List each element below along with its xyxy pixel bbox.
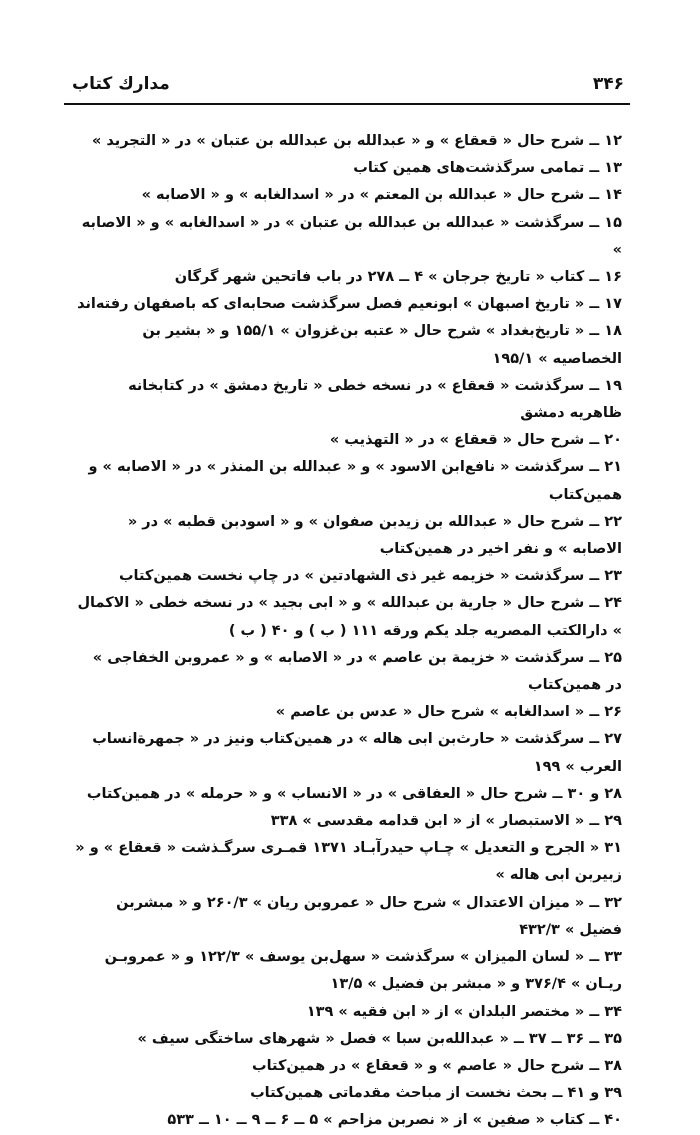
reference-item: ۳۴ ــ « مختصر البلدان » از « ابن فقیه » ۱۳۹ xyxy=(306,1003,622,1020)
reference-item: ۲۸ و ۳۰ ــ شرح حال « العفاقی » در « الانساب » و « حرمله » در همین‌کتاب xyxy=(86,785,622,802)
reference-item: ۲۶ ــ « اسدالغابه » شرح حال « عدس بن عاصم » xyxy=(275,704,622,721)
header-rule xyxy=(64,103,630,105)
reference-item: ۱۹ ــ سرگذشت « قعقاع » در نسخه خطی « تاریخ دمشق » در کتابخانه ظاهریه دمشق xyxy=(128,377,622,422)
reference-item: ۱۸ ــ « تاریخ‌بغداد » شرح حال « عتبه بن‌غزوان » ۱۵۵/۱ و « بشیر بن الخصاصیه » ۱۹۵/۱ xyxy=(142,323,622,367)
running-title: مدارك كتاب xyxy=(72,74,170,94)
reference-item: ۳۵ ــ ۳۶ ــ ۳۷ ــ « عبدالله‌بن سبا » فصل « شهرهای ساختگی سیف » xyxy=(137,1030,622,1047)
reference-item: ۲۹ ــ « الاستبصار » از « ابن قدامه مقدسی » ۳۳۸ xyxy=(270,813,622,830)
page-header xyxy=(64,70,630,100)
reference-item: ۲۲ ــ شرح حال « عبدالله بن زیدبن صفوان » و « اسودبن قطبه » در « الاصابه » و نفر اخیر در همین‌کتاب xyxy=(127,513,622,558)
reference-item: ۲۱ ــ سرگذشت « نافع‌ابن الاسود » و « عبدالله بن المنذر » در « الاصابه » و همین‌کتاب xyxy=(88,459,622,503)
reference-item: ۱۵ ــ سرگذشت « عبدالله بن عبدالله بن عتبان » در « اسدالغابه » و « الاصابه » xyxy=(81,214,622,258)
reference-item: ۱۴ ــ شرح حال « عبدالله بن المعتم » در « اسدالغابه » و « الاصابه » xyxy=(141,187,622,204)
reference-item: ۱۳ ــ تمامی سرگذشت‌های همین کتاب xyxy=(353,160,622,177)
reference-item: ۱۷ ــ « تاریخ اصبهان » ابونعیم فصل سرگذشت صحابه‌ای که باصفهان رفته‌اند xyxy=(77,296,622,313)
reference-item: ۱۶ ــ کتاب « تاریخ جرجان » ۴ ــ ۲۷۸ در باب فاتحین شهر گرگان xyxy=(174,269,622,286)
reference-item: ۳۸ ــ شرح حال « عاصم » و « قعقاع » در همین‌کتاب xyxy=(252,1057,622,1074)
reference-item: ۲۰ ــ شرح حال « قعقاع » در « التهذیب » xyxy=(329,432,622,449)
reference-item: ۳۱ « الجرح و التعدیل » چـاپ حیدرآبـاد ۱۳۷۱ قمـری سرگـذشت « قعقاع » و « زبیربن ابی هاله » xyxy=(75,840,622,884)
references-list xyxy=(75,128,622,1135)
reference-item: ۲۵ ــ سرگذشت « خزیمة بن عاصم » در « الاصابه » و « عمروبن الخفاجی » در همین‌کتاب xyxy=(92,649,622,694)
reference-item: ۳۹ و ۴۱ ــ بحث نخست از مباحث مقدماتی همین‌کتاب xyxy=(250,1085,622,1102)
reference-item: ۴۰ ــ کتاب « صفین » از « نصربن مزاحم » ۵ ــ ۶ ــ ۹ ــ ۱۰ ــ ۵۳۳ xyxy=(167,1112,622,1129)
reference-item: ۳۲ ــ « میزان الاعتدال » شرح حال « عمروبن ریان » ۲۶۰/۳ و « مبشربن فضیل » ۴۳۲/۳ xyxy=(116,894,622,938)
reference-item: ۲۴ ــ شرح حال « جاریة بن عبدالله » و « ابی بجید » در نسخه خطی « الاکمال » دارالکتب المصریه جلد یکم ورقه ۱۱۱ ( ب ) و ۴۰ ( ب ) xyxy=(77,595,622,639)
reference-item: ۲۳ ــ سرگذشت « خزیمه غیر ذی الشهادتین » در چاپ نخست همین‌کتاب xyxy=(118,568,622,585)
reference-item: ۲۷ ــ سرگذشت « حارث‌بن ابی هاله » در همین‌کتاب ونیز در « جمهرة‌انساب العرب » ۱۹۹ xyxy=(92,731,622,775)
reference-item: ۱۲ ــ شرح حال « قعقاع » و « عبدالله بن عبدالله بن عتبان » در « التجريد » xyxy=(92,133,622,149)
reference-item: ۳۳ ــ « لسان المیزان » سرگذشت « سهل‌بن یوسف » ۱۲۲/۳ و « عمروبـن ریـان » ۳۷۶/۴ و « مبشر بن فضیل » ۱۳/۵ xyxy=(104,949,622,993)
page-number: ۳۴۶ xyxy=(592,74,624,94)
